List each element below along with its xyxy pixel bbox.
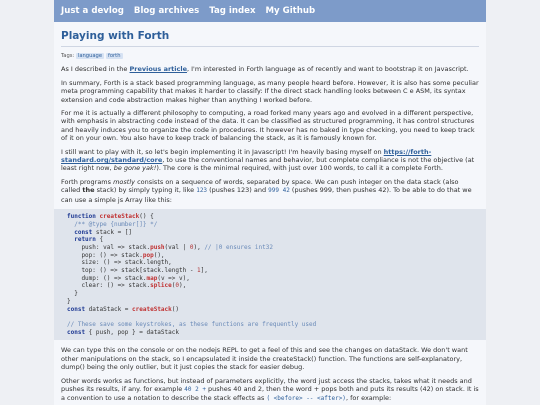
paragraph-implementation: [61, 148, 479, 173]
text: Forth programs: [61, 177, 114, 186]
text: , I'm interested in Forth language as of recently and want to bootstrap it on Javascript.: [186, 65, 469, 74]
code-comment: // |0 ensures int32: [204, 243, 273, 251]
code-number: 0: [175, 282, 180, 290]
nav-link-blog-archives[interactable]: Blog archives: [133, 5, 200, 16]
nav-link-tag-index[interactable]: Tag index: [209, 5, 256, 16]
tag-list: [61, 52, 479, 60]
code-number: 1: [197, 267, 201, 275]
code-text: (val |: [164, 243, 190, 251]
paragraph-philosophy: For me it is actually a different philosophy to computing, a road forked many years ago and evolved in a different perspective, with emphasis in abstracting code instead of the data. It can be classified as structured programming, it has control structures and heavily induces you to organize the code in procedures. It however has no baked in type checking, you need to keep track of it on your own. You also have to keep track of balancing the stack, as it is famously known for.: [61, 109, 475, 143]
code-text: (),: [153, 251, 165, 259]
forth-standard-link[interactable]: https://forth-standard.org/standard/core: [61, 147, 432, 165]
text: stack) by simply typing it, like: [94, 186, 197, 195]
code-comment: // These save some keystrokes, as these functions are frequently used: [67, 320, 317, 328]
code-text: }: [67, 290, 78, 298]
text: As I described in the: [61, 65, 130, 74]
text: pushes 40 and 2, then the word + pops both and puts its results (42) on stack. It is a convention to use a notation to describe the stack effects as: [61, 384, 479, 403]
code-text: { push, pop } = dataStack: [85, 328, 179, 336]
code-comment: /** @type {number[]} */: [67, 220, 158, 228]
emphasis: mostly: [113, 177, 135, 186]
text: (pushes 123) and: [207, 186, 269, 195]
code-text: clear: () => stack.: [67, 282, 151, 290]
page: [54, 0, 486, 405]
paragraph-words: [61, 377, 479, 404]
text: Other words works as functions, but instead of parameters explicitly, the word just access the stacks, takes what it needs and pushes its results, if any. for example: [61, 376, 472, 393]
code-keyword: return: [67, 236, 96, 244]
nav-link-github[interactable]: My Github: [265, 5, 316, 16]
top-nav: [54, 0, 486, 22]
text: I still want to play with it, so let's begin implementing it in Javascript! I'm heavily basing myself on: [61, 147, 384, 156]
code-text: pop: () => stack.: [67, 251, 143, 259]
code-text: (: [171, 282, 176, 290]
tag-language[interactable]: language: [77, 53, 103, 59]
post-content: [54, 22, 486, 405]
code-text: dump: () => stack.: [67, 274, 147, 282]
code-function: push: [150, 243, 165, 251]
code-function: pop: [142, 251, 154, 259]
code-keyword: const: [67, 328, 86, 336]
inline-code: 40 2 +: [184, 385, 206, 393]
text: (pushes 999, then pushes 42). To be able to do that we can use a simple js Array like this:: [61, 186, 472, 204]
tags-label: Tags:: [61, 53, 75, 59]
inline-code: 123: [196, 187, 208, 195]
inline-code: ( <before> -- <after>): [266, 395, 346, 403]
paragraph-summary: In summary, Forth is a stack based programming language, as many people heard before. However, it is also has some peculiar meta programming capability that makes it harder to classify: If the direct stack handling looks between C e ASM, its syntax extension and code abstraction makes higher than anything I worked before.: [61, 78, 479, 104]
strong-text: the: [82, 186, 95, 195]
text: , to use the conventional names and behavior, but complete compliance is not the objective (at least right now,: [61, 156, 475, 173]
code-function: createStack: [99, 213, 140, 221]
code-text: ),: [179, 282, 187, 290]
code-text: push: val => stack.: [67, 243, 151, 251]
code-text: stack = []: [92, 228, 133, 236]
emphasis: be gone yak!: [113, 164, 157, 173]
code-text: ],: [200, 267, 208, 275]
paragraph-programs: [61, 178, 479, 204]
code-text: top: () => stack[stack.length -: [67, 267, 198, 275]
code-text: size: () => stack.length,: [67, 259, 172, 267]
code-text: dataStack =: [85, 305, 133, 313]
code-keyword: const: [67, 305, 86, 313]
code-text: () {: [139, 213, 154, 221]
nav-link-devlog[interactable]: Just a devlog: [61, 5, 124, 16]
code-function: map: [146, 274, 158, 282]
code-text: (v => v),: [157, 274, 190, 282]
code-number: 0: [189, 243, 194, 251]
post-title: Playing with Forth: [61, 30, 170, 42]
code-keyword: function: [67, 213, 96, 221]
code-function: splice: [150, 282, 172, 290]
code-text: }: [67, 297, 71, 305]
inline-code: 999 42: [268, 187, 290, 195]
text: consists on a sequence of words, separated by space. We can push integer on the data stack (also called: [61, 177, 459, 195]
previous-article-link[interactable]: Previous article: [129, 65, 187, 74]
title-divider: [61, 46, 479, 47]
code-text: ),: [193, 243, 205, 251]
paragraph-intro: [61, 65, 479, 73]
code-text: {: [95, 236, 104, 244]
code-block[interactable]: [54, 209, 486, 340]
tag-forth[interactable]: forth: [108, 53, 121, 59]
code-keyword: const: [67, 228, 93, 236]
paragraph-repl: We can type this on the console or on the nodejs REPL to get a feel of this and see the changes on dataStack. We don't want other manipulations on the stack, so I encapsulated it inside the createStack() function. The functions are self-explanatory, dump() being the only outlier, but it just copies the stack for easier debug.: [61, 346, 468, 372]
text: ). The core is the minimal required, with just over 100 words, to call it a complete Forth.: [156, 164, 443, 173]
code-function: createStack: [132, 305, 172, 313]
code-text: (): [171, 305, 180, 313]
text: , for example:: [345, 394, 392, 403]
